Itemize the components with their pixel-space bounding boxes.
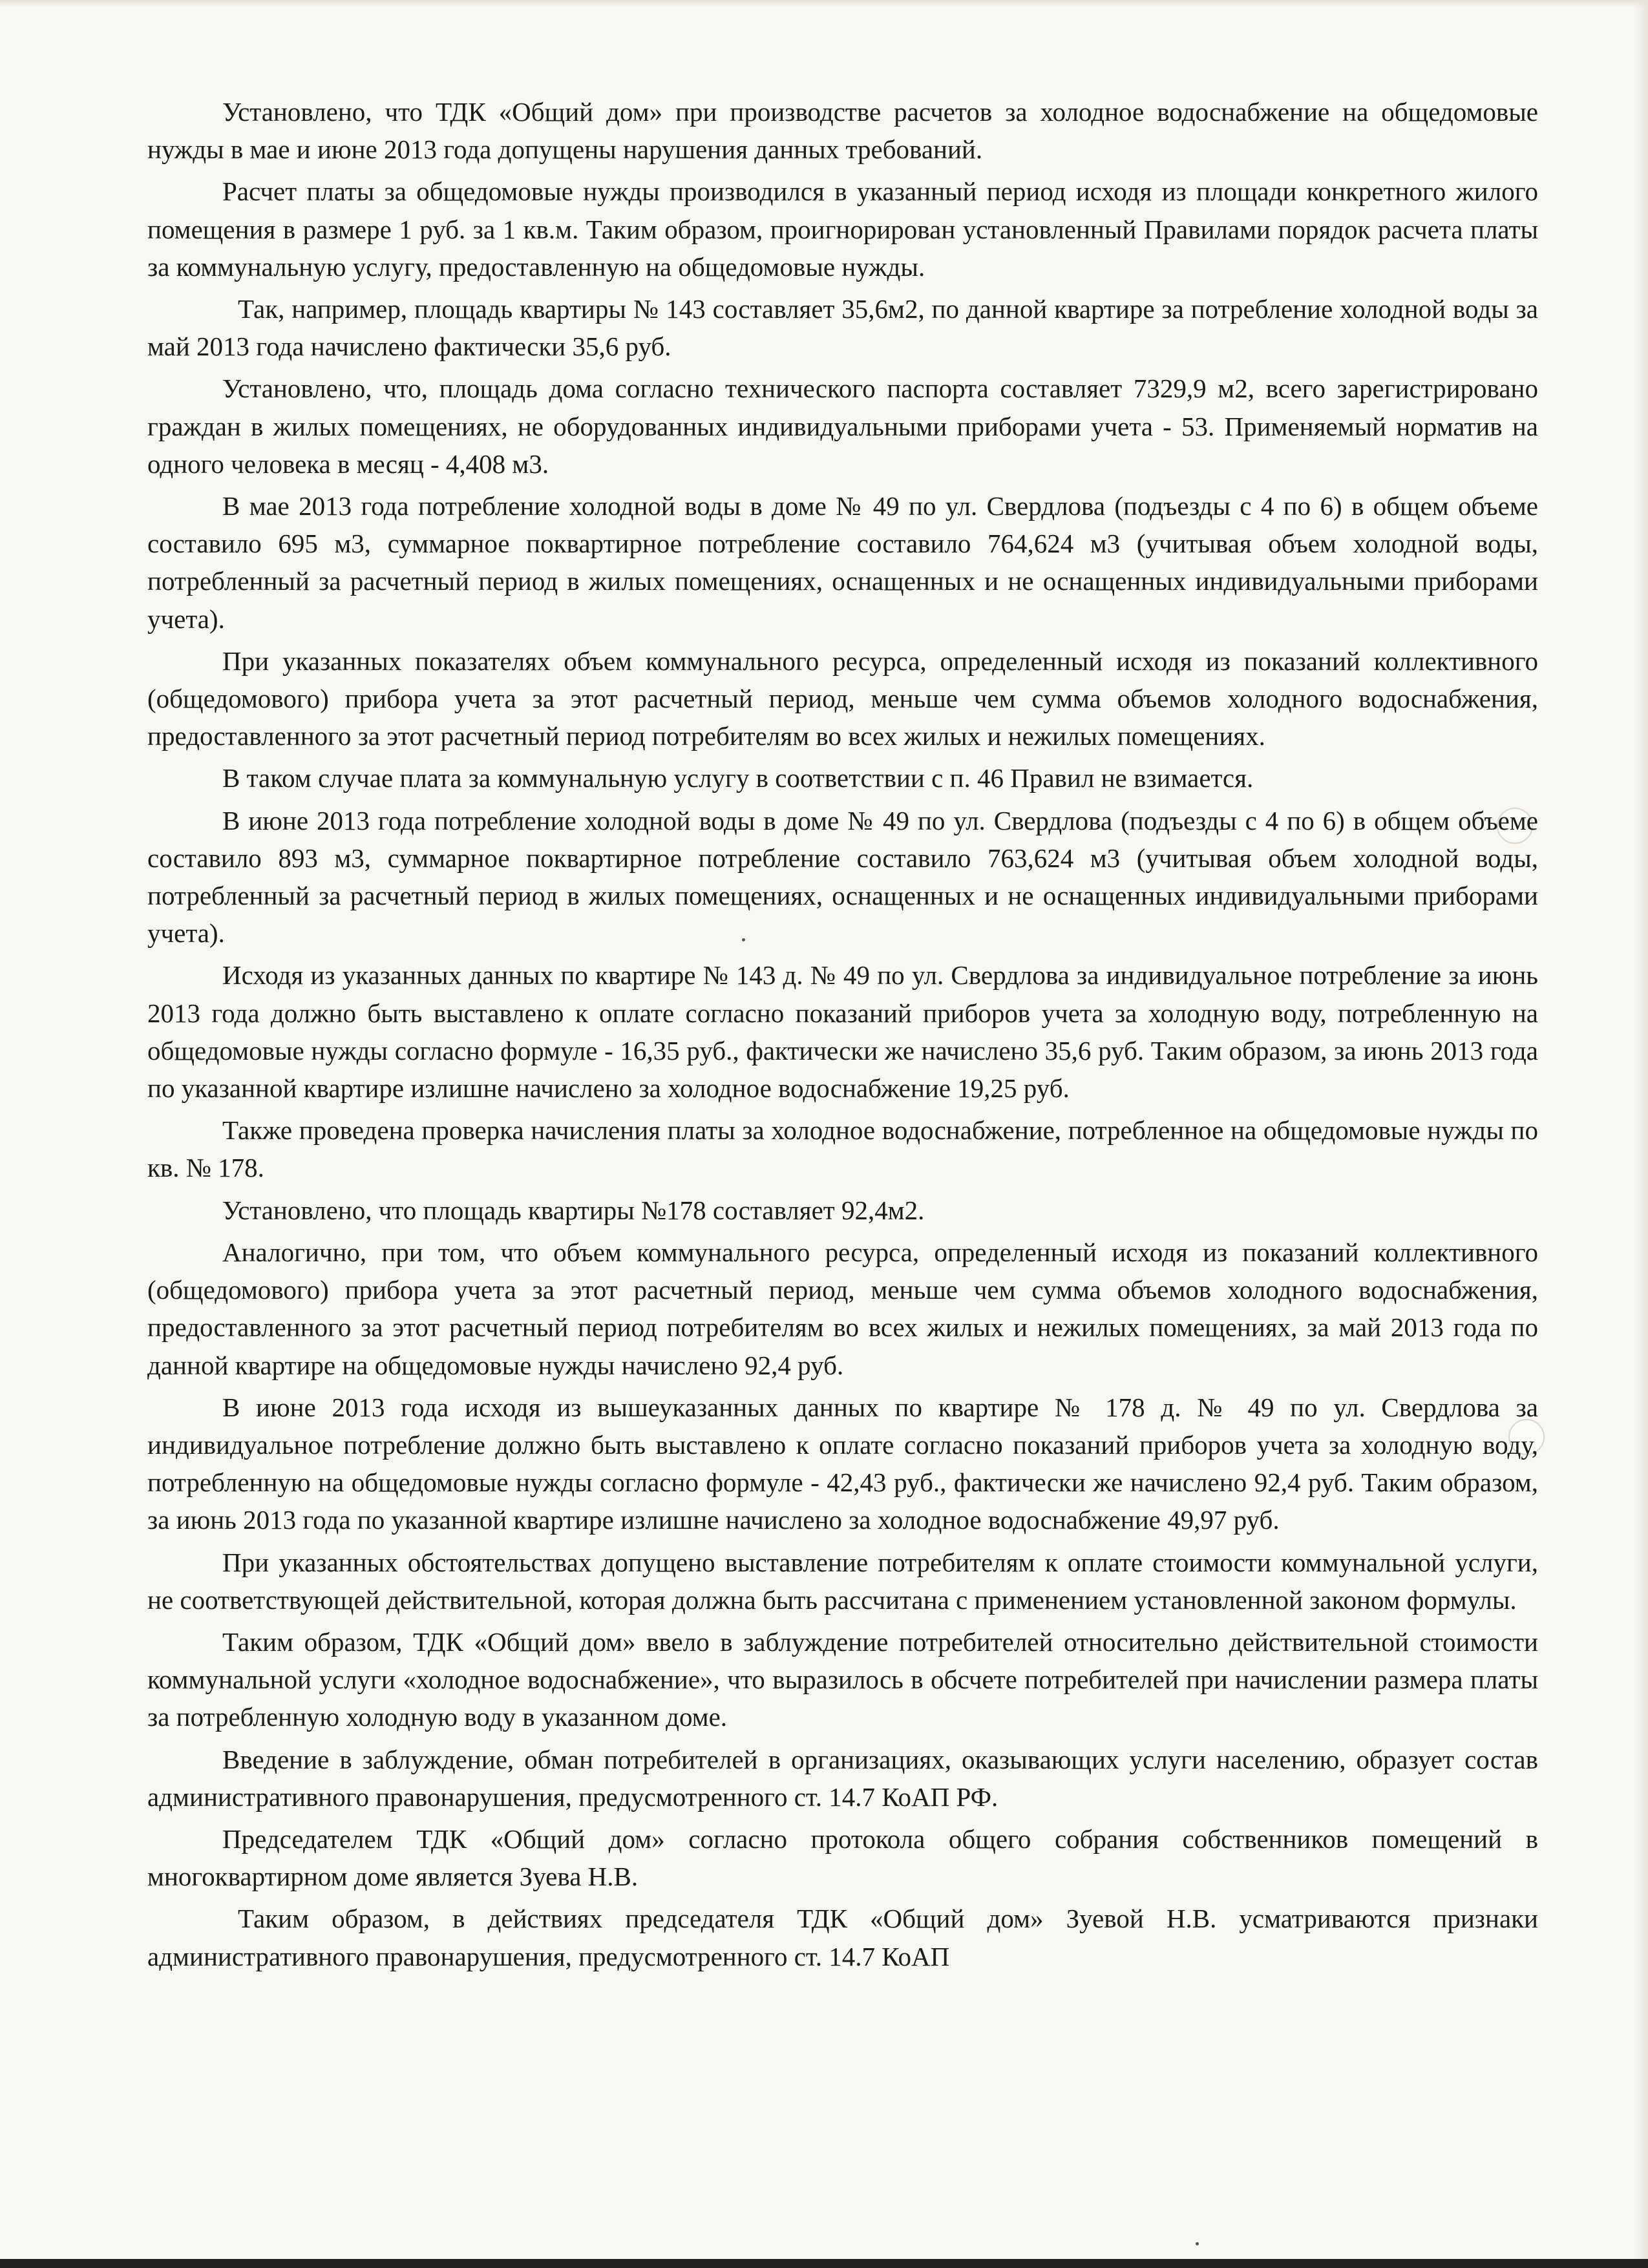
paragraph: В таком случае плата за коммунальную услугу в соответствии с п. 46 Правил не взимается. [222, 763, 1254, 793]
paragraph: Таким образом, в действиях председателя ТДК «Общий дом» Зуевой Н.В. усматриваются признаки административного правонарушения, предусмотренного ст. 14.7 КоАП [147, 1904, 1538, 1971]
paragraph: При указанных показателях объем коммунального ресурса, определенный исходя из показаний коллективного (общедомового) прибора учета за этот расчетный период, меньше чем сумма объемов холодного водоснабжения, предоставленного за этот расчетный период потребителям во всех жилых и нежилых помещениях. [147, 646, 1538, 751]
paragraph: Расчет платы за общедомовые нужды производился в указанный период исходя из площади конкретного жилого помещения в размере 1 руб. за 1 кв.м. Таким образом, проигнорирован установленный Правилами порядок расчета платы за коммунальную услугу, предоставленную на общедомовые нужды. [147, 176, 1538, 282]
paragraph: В мае 2013 года потребление холодной воды в доме № 49 по ул. Свердлова (подъезды с 4 по 6) в общем объеме составило 695 м3, суммарное поквартирное потребление составило 764,624 м3 (учитывая объем холодной воды, потребленный за расчетный период в жилых помещениях, оснащенных и не оснащенных индивидуальными приборами учета). [147, 491, 1538, 634]
paragraph: Установлено, что ТДК «Общий дом» при производстве расчетов за холодное водоснабжение на общедомовые нужды в мае и июне 2013 года допущены нарушения данных требований. [147, 97, 1538, 165]
paragraph: Председателем ТДК «Общий дом» согласно протокола общего собрания собственников помещений в многоквартирном доме является Зуева Н.В. [147, 1823, 1538, 1892]
paragraph: Исходя из указанных данных по квартире № 143 д. № 49 по ул. Свердлова за индивидуальное потребление за июнь 2013 года должно быть выставлено к оплате согласно показаний приборов учета за холодную воду, потребленную на общедомовые нужды согласно формуле - 16,35 руб., фактически же начислено 35,6 руб. Таким образом, за июнь 2013 года по указанной квартире излишне начислено за холодное водоснабжение 19,25 руб. [147, 960, 1538, 1104]
paragraph: Так, например, площадь квартиры № 143 составляет 35,6м2, по данной квартире за потребление холодной воды за май 2013 года начислено фактически 35,6 руб. [147, 294, 1538, 362]
paragraph: Установлено, что площадь квартиры №178 составляет 92,4м2. [222, 1195, 925, 1225]
scan-speck [1196, 2242, 1199, 2245]
scan-bottom-edge [0, 2259, 1648, 2268]
paragraph: Введение в заблуждение, обман потребителей в организациях, оказывающих услуги населению, образует состав административного правонарушения, предусмотренного ст. 14.7 КоАП РФ. [147, 1744, 1538, 1812]
paragraph: В июне 2013 года исходя из вышеуказанных данных по квартире № 178 д. № 49 по ул. Свердлова за индивидуальное потребление должно быть выставлено к оплате согласно показаний приборов учета за холодную воду, потребленную на общедомовые нужды согласно формуле - 42,43 руб., фактически же начислено 92,4 руб. Таким образом, за июнь 2013 года по указанной квартире излишне начислено за холодное водоснабжение 49,97 руб. [147, 1392, 1538, 1535]
paragraph: Таким образом, ТДК «Общий дом» ввело в заблуждение потребителей относительно действительной стоимости коммунальной услуги «холодное водоснабжение», что выразилось в обсчете потребителей при начислении размера платы за потребленную холодную воду в указанном доме. [147, 1626, 1538, 1732]
paragraph: Также проведена проверка начисления платы за холодное водоснабжение, потребленное на общедомовые нужды по кв. № 178. [147, 1115, 1538, 1183]
paragraph: В июне 2013 года потребление холодной воды в доме № 49 по ул. Свердлова (подъезды с 4 по 6) в общем объеме составило 893 м3, суммарное поквартирное потребление составило 763,624 м3 (учитывая объем холодной воды, потребленный за расчетный период в жилых помещениях, оснащенных и не оснащенных индивидуальными приборами учета). [147, 805, 1538, 949]
scan-shadow-right [1634, 0, 1648, 2268]
paragraph: Аналогично, при том, что объем коммунального ресурса, определенный исходя из показаний коллективного (общедомового) прибора учета за этот расчетный период, меньше чем сумма объемов холодного водоснабжения, предоставленного за этот расчетный период потребителям во всех жилых и нежилых помещениях, за май 2013 года по данной квартире на общедомовые нужды начислено 92,4 руб. [147, 1237, 1538, 1380]
scan-shadow-top [0, 0, 1648, 8]
document-body [147, 93, 1538, 1980]
paragraph: Установлено, что, площадь дома согласно технического паспорта составляет 7329,9 м2, всего зарегистрировано граждан в жилых помещениях, не оборудованных индивидуальными приборами учета - 53. Применяемый норматив на одного человека в месяц - 4,408 м3. [147, 373, 1538, 479]
paragraph: При указанных обстоятельствах допущено выставление потребителям к оплате стоимости коммунальной услуги, не соответствующей действительной, которая должна быть рассчитана с применением установленной законом формулы. [147, 1547, 1538, 1615]
